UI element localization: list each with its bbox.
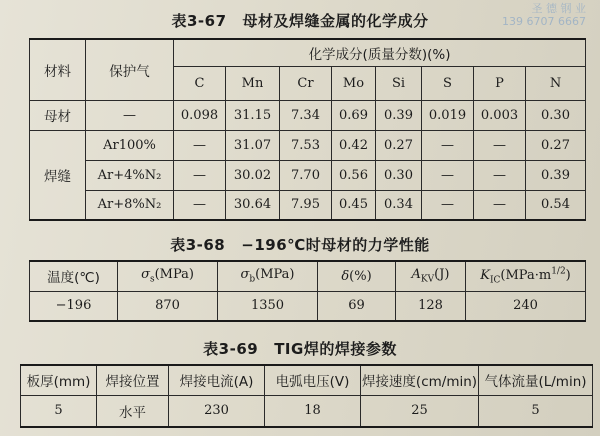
chemical-composition-table — [29, 38, 586, 221]
value-cell: — — [174, 190, 226, 220]
table67-title: 母材及焊缝金属的化学成分 — [242, 12, 429, 30]
gas-cell: Ar+8%N₂ — [86, 190, 174, 220]
table-row — [21, 395, 593, 427]
fracture-toughness-label: $K_{IC}(MPa\cdot m^{1/2})$ — [480, 266, 571, 286]
value-cell: 25 — [361, 395, 479, 427]
welding-parameters-table — [20, 364, 593, 428]
value-cell: 0.098 — [174, 100, 226, 130]
col-fracture-toughness — [466, 261, 586, 291]
gas-cell: Ar+4%N₂ — [86, 160, 174, 190]
col-welding-current: 焊接电流(A) — [169, 365, 265, 395]
value-cell: 7.70 — [280, 160, 332, 190]
value-cell: 0.42 — [332, 130, 376, 160]
col-tensile-strength — [218, 261, 318, 291]
col-element: Si — [376, 66, 422, 100]
value-cell: 7.95 — [280, 190, 332, 220]
table-row — [30, 190, 586, 220]
value-cell: — — [422, 160, 474, 190]
col-element: S — [422, 66, 474, 100]
value-cell: 240 — [466, 291, 586, 321]
value-cell: 0.69 — [332, 100, 376, 130]
col-gas-flow: 气体流量(L/min) — [479, 365, 593, 395]
value-cell: — — [474, 190, 526, 220]
value-cell: 31.07 — [226, 130, 280, 160]
col-plate-thickness: 板厚(mm) — [21, 365, 97, 395]
value-cell: 5 — [21, 395, 97, 427]
value-cell: 128 — [396, 291, 466, 321]
value-cell: 0.30 — [526, 100, 586, 130]
table-row — [30, 291, 586, 321]
col-element: Cr — [280, 66, 332, 100]
value-cell: 0.45 — [332, 190, 376, 220]
gas-cell: Ar100% — [86, 130, 174, 160]
col-element: P — [474, 66, 526, 100]
value-cell: 0.54 — [526, 190, 586, 220]
table69-number: 表3-69 — [203, 340, 259, 358]
table67-caption — [0, 10, 600, 31]
table69-caption — [0, 338, 600, 359]
value-cell: — — [174, 160, 226, 190]
value-cell: 0.019 — [422, 100, 474, 130]
value-cell: 230 — [169, 395, 265, 427]
col-impact-energy — [396, 261, 466, 291]
value-cell: 870 — [118, 291, 218, 321]
impact-energy-label: $A_{KV}(J)$ — [411, 267, 450, 286]
col-elongation — [318, 261, 396, 291]
value-cell: 0.30 — [376, 160, 422, 190]
elongation-label: δ(%) — [341, 268, 372, 284]
value-cell: — — [422, 130, 474, 160]
material-cell: 焊缝 — [30, 130, 86, 220]
table68-title: −196℃时母材的力学性能 — [241, 236, 430, 254]
col-element: Mn — [226, 66, 280, 100]
value-cell: 7.34 — [280, 100, 332, 130]
value-cell: 水平 — [97, 395, 169, 427]
yield-strength-label: $\sigma_s(MPa)$ — [141, 267, 194, 286]
col-arc-voltage: 电弧电压(V) — [265, 365, 361, 395]
table-row — [30, 130, 586, 160]
value-cell: 0.39 — [376, 100, 422, 130]
gas-cell: — — [86, 100, 174, 130]
col-welding-position: 焊接位置 — [97, 365, 169, 395]
value-cell: 5 — [479, 395, 593, 427]
value-cell: 31.15 — [226, 100, 280, 130]
table67-number: 表3-67 — [171, 12, 227, 30]
value-cell: −196 — [30, 291, 118, 321]
table68-caption — [0, 234, 600, 255]
value-cell: — — [174, 130, 226, 160]
value-cell: 7.53 — [280, 130, 332, 160]
value-cell: 30.64 — [226, 190, 280, 220]
value-cell: 0.56 — [332, 160, 376, 190]
value-cell: 18 — [265, 395, 361, 427]
value-cell: — — [422, 190, 474, 220]
col-element: N — [526, 66, 586, 100]
table-row — [30, 100, 586, 130]
col-element: Mo — [332, 66, 376, 100]
watermark-company: 圣 德 钢 业 — [531, 2, 586, 15]
col-yield-strength — [118, 261, 218, 291]
table-row — [30, 160, 586, 190]
value-cell: 0.27 — [526, 130, 586, 160]
value-cell: 0.27 — [376, 130, 422, 160]
table68-number: 表3-68 — [170, 236, 226, 254]
col-chemical-composition: 化学成分(质量分数)(%) — [174, 39, 586, 66]
material-cell: 母材 — [30, 100, 86, 130]
tensile-strength-label: $\sigma_b(MPa)$ — [240, 267, 295, 286]
value-cell: 0.34 — [376, 190, 422, 220]
value-cell: — — [474, 160, 526, 190]
value-cell: 0.39 — [526, 160, 586, 190]
value-cell: 1350 — [218, 291, 318, 321]
watermark-phone: 139 6707 6667 — [502, 15, 586, 28]
col-temperature: 温度(℃) — [30, 261, 118, 291]
mechanical-properties-table — [29, 260, 586, 322]
value-cell: 69 — [318, 291, 396, 321]
col-element: C — [174, 66, 226, 100]
col-material: 材料 — [30, 39, 86, 100]
value-cell: 0.003 — [474, 100, 526, 130]
col-welding-speed: 焊接速度(cm/min) — [361, 365, 479, 395]
value-cell: — — [474, 130, 526, 160]
col-shielding-gas: 保护气 — [86, 39, 174, 100]
table69-title: TIG焊的焊接参数 — [274, 340, 397, 358]
value-cell: 30.02 — [226, 160, 280, 190]
